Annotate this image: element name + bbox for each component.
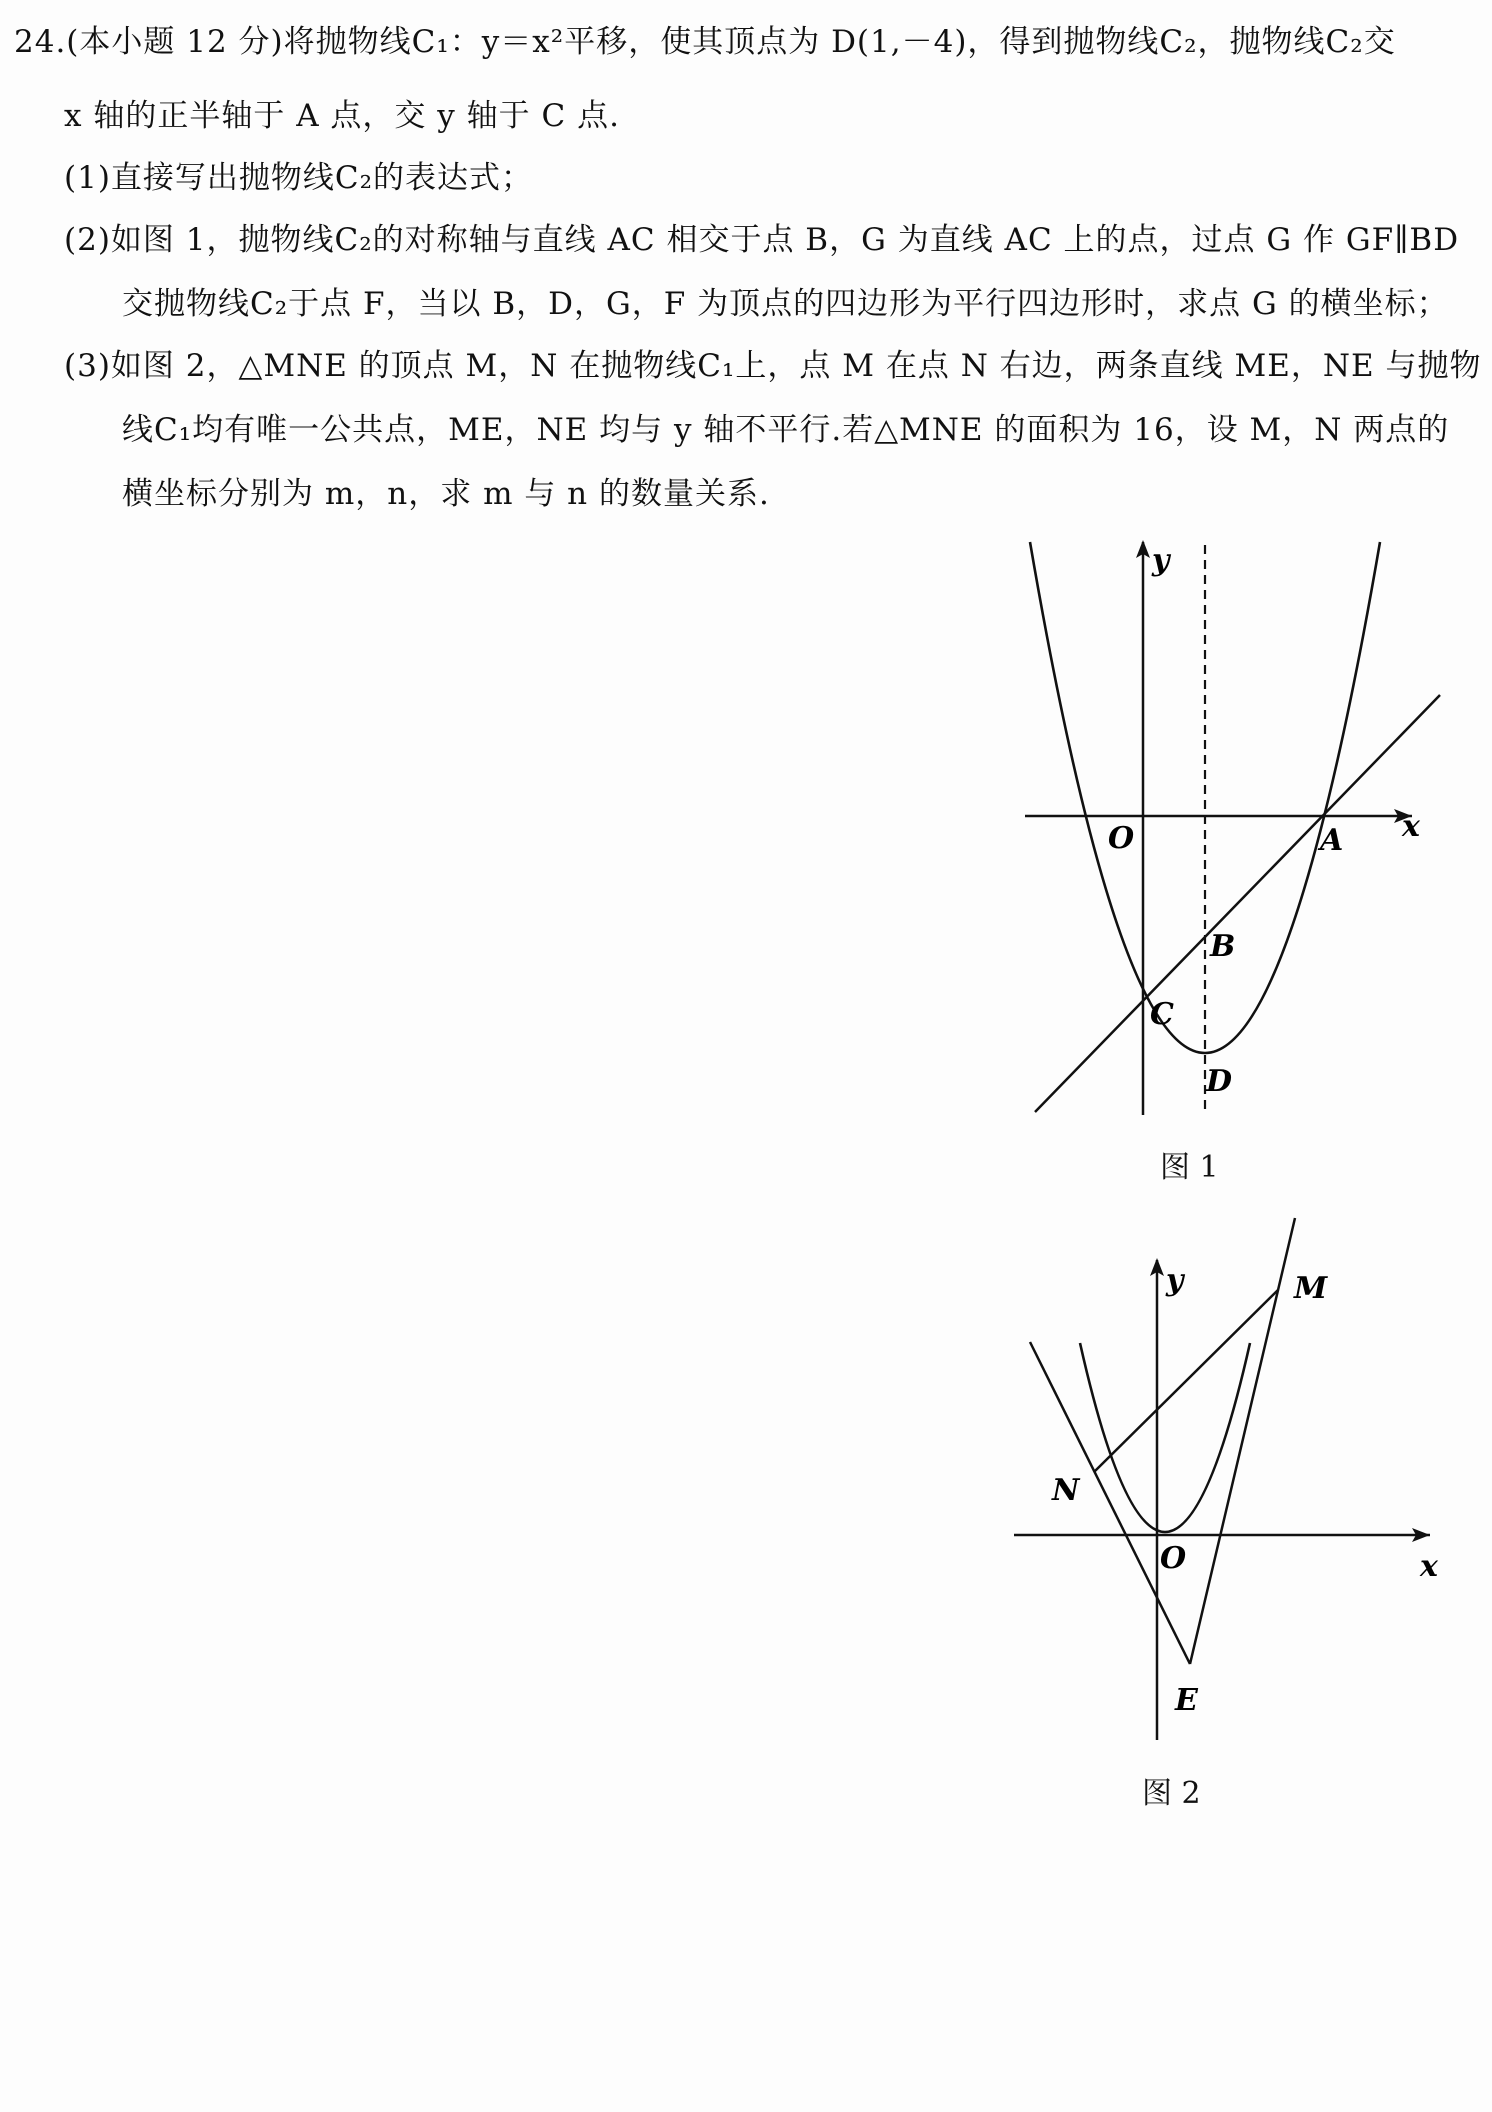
figure-1-caption: 图 1 bbox=[1160, 1150, 1219, 1185]
figure-2-diagram bbox=[1000, 1210, 1460, 1770]
fig2-label-m: M bbox=[1294, 1271, 1328, 1306]
problem-line-1: 24.(本小题 12 分)将抛物线C₁：y＝x²平移，使其顶点为 D(1,－4)，得到抛物线C₂，抛物线C₂交 bbox=[14, 24, 1396, 60]
problem-line-3: (1)直接写出抛物线C₂的表达式； bbox=[64, 160, 534, 196]
fig2-parabola bbox=[1080, 1343, 1250, 1532]
fig1-y-label: y bbox=[1152, 543, 1170, 578]
fig2-label-n: N bbox=[1052, 1473, 1080, 1508]
problem-line-4: (2)如图 1，抛物线C₂的对称轴与直线 AC 相交于点 B，G 为直线 AC 上的点，过点 G 作 GF∥BD bbox=[64, 222, 1460, 258]
problem-line-5: 交抛物线C₂于点 F，当以 B，D，G，F 为顶点的四边形为平行四边形时，求点 G 的横坐标； bbox=[122, 286, 1449, 322]
problem-line-2: x 轴的正半轴于 A 点，交 y 轴于 C 点. bbox=[64, 98, 620, 134]
figure-1 bbox=[1000, 530, 1460, 1150]
fig1-parabola bbox=[1030, 542, 1380, 1053]
fig1-label-a: A bbox=[1320, 823, 1344, 858]
fig2-label-e: E bbox=[1175, 1683, 1198, 1718]
figure-2-caption: 图 2 bbox=[1142, 1776, 1201, 1811]
fig1-label-c: C bbox=[1150, 997, 1174, 1032]
fig2-line-mn bbox=[1094, 1290, 1278, 1472]
fig1-label-b: B bbox=[1210, 929, 1236, 964]
fig1-label-o: O bbox=[1108, 821, 1135, 856]
figure-2 bbox=[1000, 1210, 1460, 1770]
problem-line-8: 横坐标分别为 m，n，求 m 与 n 的数量关系. bbox=[122, 476, 770, 512]
fig2-line-me bbox=[1190, 1218, 1295, 1664]
fig2-x-label: x bbox=[1420, 1549, 1438, 1584]
fig2-y-label: y bbox=[1166, 1263, 1184, 1298]
problem-line-6: (3)如图 2，△MNE 的顶点 M，N 在抛物线C₁上，点 M 在点 N 右边，两条直线 ME，NE 与抛物 bbox=[64, 348, 1482, 384]
fig2-label-o: O bbox=[1160, 1541, 1187, 1576]
figure-1-diagram bbox=[1000, 530, 1460, 1150]
problem-line-7: 线C₁均有唯一公共点，ME，NE 均与 y 轴不平行.若△MNE 的面积为 16，设 M，N 两点的 bbox=[122, 412, 1450, 448]
fig1-line-ac bbox=[1035, 695, 1440, 1112]
fig1-label-d: D bbox=[1206, 1064, 1233, 1099]
fig1-x-label: x bbox=[1402, 809, 1420, 844]
